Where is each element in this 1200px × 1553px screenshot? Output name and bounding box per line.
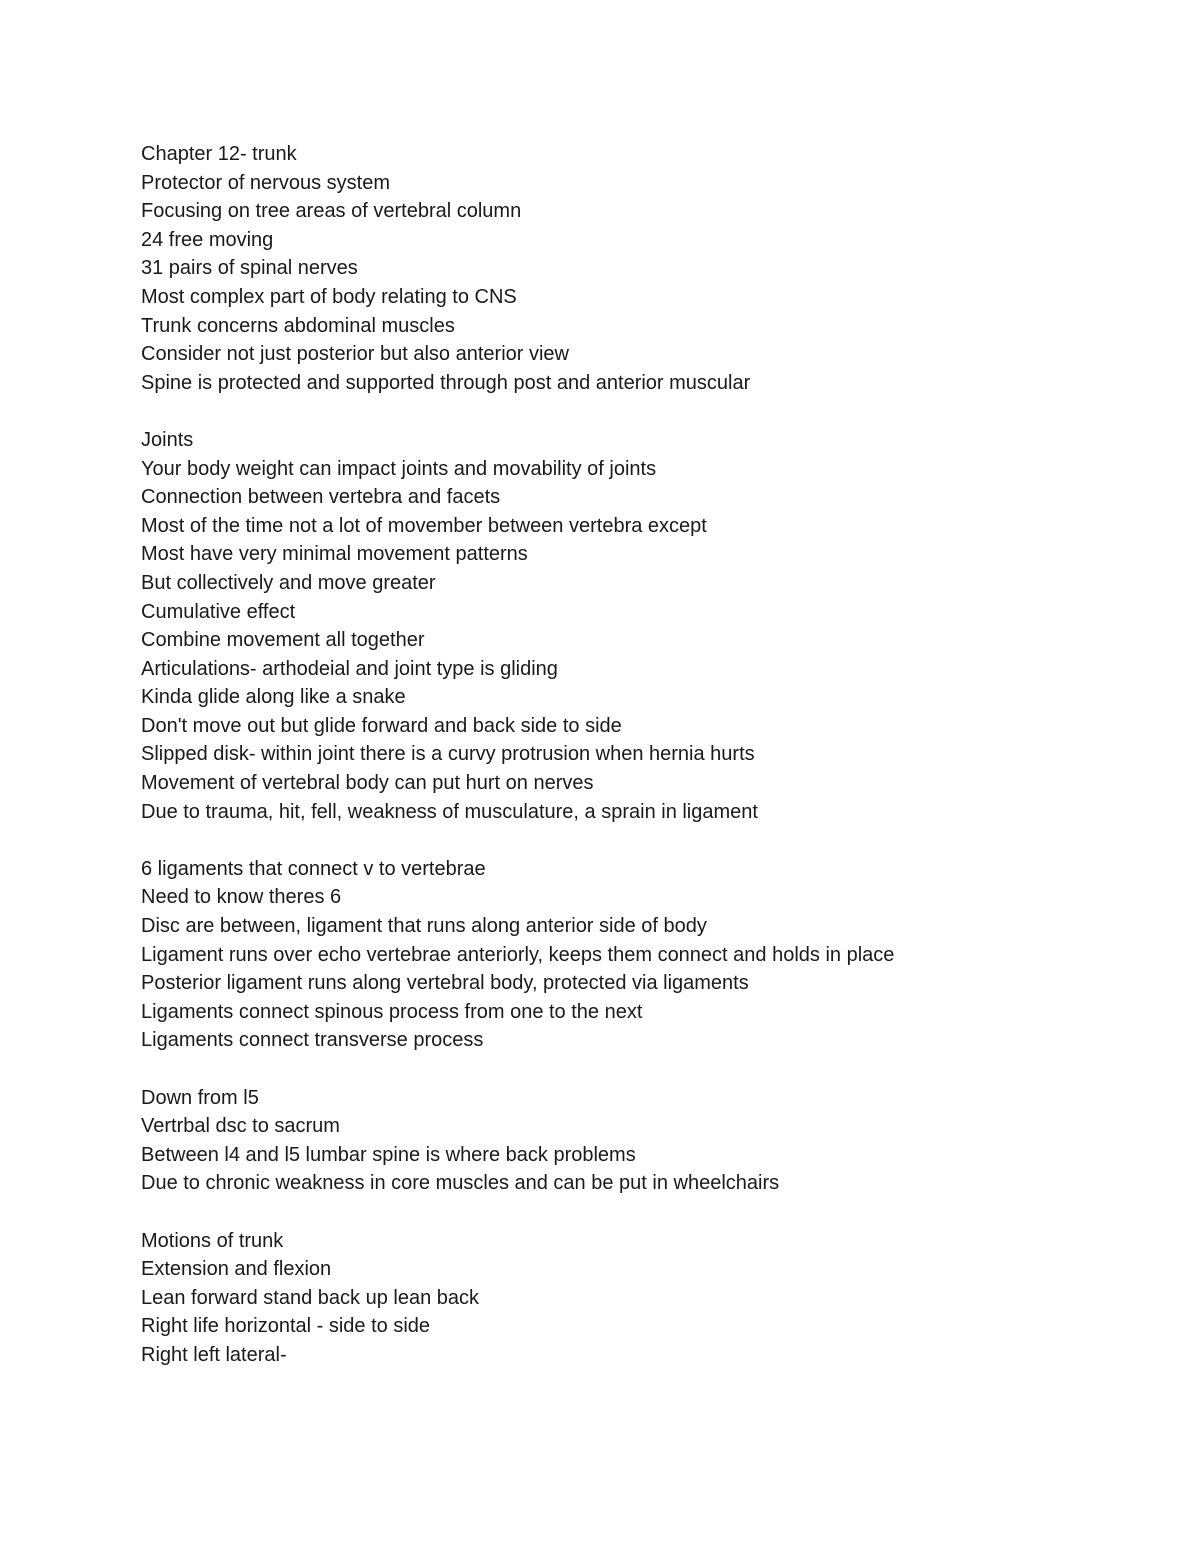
- text-line: Ligaments connect spinous process from one to the next: [141, 1000, 643, 1023]
- text-line: 31 pairs of spinal nerves: [141, 257, 358, 280]
- text-line: Lean forward stand back up lean back: [141, 1286, 479, 1309]
- text-line: Connection between vertebra and facets: [141, 486, 501, 509]
- text-line: Between l4 and l5 lumbar spine is where back problems: [141, 1143, 636, 1166]
- section-lumbar: [141, 1084, 1141, 1198]
- document-body: [141, 140, 1141, 1370]
- section-ligaments: [141, 855, 1141, 1055]
- section-heading: Joints: [141, 428, 194, 451]
- text-line: Movement of vertebral body can put hurt on nerves: [141, 772, 594, 795]
- text-line: Trunk concerns abdominal muscles: [141, 314, 455, 337]
- text-line: Most have very minimal movement patterns: [141, 543, 528, 566]
- text-line: Your body weight can impact joints and movability of joints: [141, 457, 657, 480]
- text-line: Cumulative effect: [141, 600, 296, 623]
- text-line: Right left lateral-: [141, 1343, 287, 1366]
- text-line: Need to know theres 6: [141, 886, 342, 909]
- text-line: Most of the time not a lot of movember between vertebra except: [141, 514, 707, 537]
- text-line: Kinda glide along like a snake: [141, 686, 406, 709]
- text-line: Protector of nervous system: [141, 171, 390, 194]
- text-line: Right life horizontal - side to side: [141, 1315, 431, 1338]
- text-line: Extension and flexion: [141, 1258, 332, 1281]
- text-line: Due to trauma, hit, fell, weakness of musculature, a sprain in ligament: [141, 800, 758, 823]
- text-line: Most complex part of body relating to CNS: [141, 285, 517, 308]
- section-heading: 6 ligaments that connect v to vertebrae: [141, 857, 486, 880]
- section-trunk-intro: [141, 140, 1141, 397]
- text-line: Disc are between, ligament that runs along anterior side of body: [141, 915, 707, 938]
- text-line: Spine is protected and supported through post and anterior muscular: [141, 371, 751, 394]
- text-line: But collectively and move greater: [141, 571, 436, 594]
- text-line: Ligaments connect transverse process: [141, 1029, 484, 1052]
- section-heading: Chapter 12- trunk: [141, 143, 297, 165]
- text-line: Posterior ligament runs along vertebral body, protected via ligaments: [141, 972, 749, 995]
- section-heading: Motions of trunk: [141, 1229, 284, 1252]
- text-line: Consider not just posterior but also anterior view: [141, 343, 569, 366]
- section-motions: [141, 1227, 1141, 1370]
- text-line: Due to chronic weakness in core muscles and can be put in wheelchairs: [141, 1172, 780, 1195]
- text-line: Ligament runs over echo vertebrae anteriorly, keeps them connect and holds in place: [141, 943, 895, 966]
- text-line: Don't move out but glide forward and back side to side: [141, 714, 622, 737]
- text-line: Articulations- arthodeial and joint type is gliding: [141, 657, 558, 680]
- section-joints: [141, 426, 1141, 826]
- text-line: Vertrbal dsc to sacrum: [141, 1115, 340, 1138]
- text-line: Slipped disk- within joint there is a curvy protrusion when hernia hurts: [141, 743, 755, 766]
- text-line: Focusing on tree areas of vertebral column: [141, 200, 522, 223]
- text-line: 24 free moving: [141, 228, 274, 251]
- text-line: Combine movement all together: [141, 629, 425, 652]
- section-heading: Down from l5: [141, 1086, 259, 1109]
